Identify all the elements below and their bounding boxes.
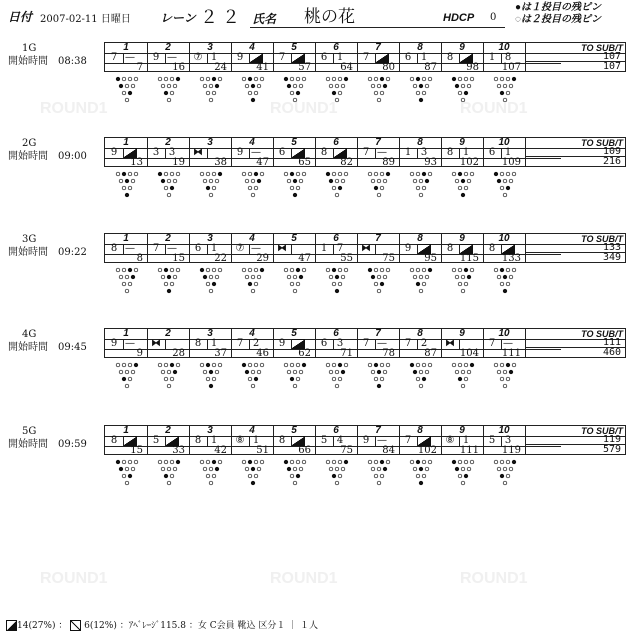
roll-divider <box>207 244 208 254</box>
cumulative-score: 47 <box>298 253 311 264</box>
roll-value: 5 <box>152 435 160 446</box>
strike-icon <box>6 620 17 631</box>
cumulative-score: 115 <box>459 253 479 264</box>
roll-value: 1 <box>336 52 344 63</box>
roll-value: 2 <box>420 338 428 349</box>
frame-number: 2 <box>165 425 171 436</box>
frame-number: 6 <box>333 328 339 339</box>
score-table <box>104 42 626 72</box>
roll-divider <box>165 436 166 446</box>
cumulative-score: 9 <box>136 348 143 359</box>
frame-number: 6 <box>333 42 339 53</box>
roll-divider <box>249 436 250 446</box>
watermark-3: ROUND1 <box>460 100 528 117</box>
cumulative-score: 107 <box>501 62 521 73</box>
game-label <box>8 137 87 163</box>
roll-value: — <box>167 52 177 63</box>
roll-divider <box>375 53 376 63</box>
roll-value: 9 <box>152 52 160 63</box>
roll-value: 8 <box>278 435 286 446</box>
roll-value: 8 <box>446 52 454 63</box>
roll-value: 7 <box>488 338 496 349</box>
footer: 14(27%) ： 6(12%) ：ｱﾍﾞﾚｰｼﾞ115.8 ：女 C会員 靴込 区分１ ｜ １人 <box>6 618 318 631</box>
cumulative-score: 19 <box>172 157 185 168</box>
game-number: 1G <box>22 43 37 54</box>
frame-number: 10 <box>498 425 510 436</box>
roll-value: 8 <box>446 243 454 254</box>
lane-label: レーン <box>160 11 196 25</box>
cumulative-score: 82 <box>340 157 353 168</box>
roll-divider <box>123 244 124 254</box>
cumulative-score: 24 <box>214 62 227 73</box>
frame-divider <box>525 329 526 357</box>
frame-number: 8 <box>417 425 423 436</box>
roll-value: 2 <box>252 338 260 349</box>
frame-number: 9 <box>459 233 465 244</box>
cumulative-score: 33 <box>172 445 185 456</box>
roll-value: 1 <box>210 52 218 63</box>
cumulative-score: 75 <box>340 445 353 456</box>
cumulative-score: 7 <box>136 62 143 73</box>
strike-mark-icon: ⧓ <box>151 338 161 349</box>
pin-diagrams <box>112 362 632 404</box>
cumulative-score: 133 <box>501 253 521 264</box>
roll-divider <box>291 339 292 349</box>
roll-value: 1 <box>504 147 512 158</box>
roll-value: 9 <box>404 243 412 254</box>
roll-divider <box>333 53 334 63</box>
frame-number: 4 <box>249 328 255 339</box>
start-time: 開始時間 09:45 <box>8 342 87 353</box>
roll-divider <box>417 244 418 254</box>
frame-number: 10 <box>498 328 510 339</box>
roll-divider <box>207 148 208 158</box>
roll-value: 9 <box>236 147 244 158</box>
cumulative-score: 102 <box>459 157 479 168</box>
cumulative-score: 66 <box>298 445 311 456</box>
game-number: 3G <box>22 234 37 245</box>
roll-value: — <box>251 243 261 254</box>
roll-value: 4 <box>336 435 344 446</box>
roll-value: 9 <box>110 338 118 349</box>
hdcp-label: HDCP <box>443 12 475 24</box>
strike-mark-icon: ⧓ <box>361 243 371 254</box>
game-label <box>8 233 87 259</box>
game-number: 5G <box>22 426 37 437</box>
score-table <box>104 328 626 358</box>
frame-number: 5 <box>291 328 297 339</box>
roll-divider <box>249 53 250 63</box>
frame-number: 3 <box>207 233 213 244</box>
roll-value: 6 <box>488 147 496 158</box>
roll-value: 1 <box>252 435 260 446</box>
roll-divider <box>417 339 418 349</box>
frame-number: 10 <box>498 137 510 148</box>
cumulative-score: 95 <box>424 253 437 264</box>
roll-value: 6 <box>278 147 286 158</box>
frame-number: 9 <box>459 328 465 339</box>
frame-divider <box>525 234 526 262</box>
roll-value: 1 <box>462 147 470 158</box>
start-time: 開始時間 09:22 <box>8 247 87 258</box>
roll-value: 7 <box>404 435 412 446</box>
roll-value: 1 <box>210 243 218 254</box>
cumulative-score: 38 <box>214 157 227 168</box>
running-total: 107 <box>602 61 621 72</box>
pin-diagrams <box>112 459 632 501</box>
game-subtotal: 119 <box>602 434 621 445</box>
frame-number: 2 <box>165 137 171 148</box>
frame-number: 1 <box>123 328 129 339</box>
watermark-4: ROUND1 <box>40 570 108 587</box>
start-time: 開始時間 09:00 <box>8 151 87 162</box>
roll-divider <box>165 148 166 158</box>
cumulative-score: 111 <box>459 445 479 456</box>
frame-number: 9 <box>459 137 465 148</box>
score-table <box>104 233 626 263</box>
roll-value: 9 <box>362 435 370 446</box>
roll-value: 6 <box>320 338 328 349</box>
strike-mark-icon: ⧓ <box>445 338 455 349</box>
cumulative-score: 89 <box>382 157 395 168</box>
roll-value: — <box>251 147 261 158</box>
cumulative-score: 109 <box>501 157 521 168</box>
running-total: 460 <box>602 347 621 358</box>
roll-value: 3 <box>168 147 176 158</box>
roll-divider <box>333 244 334 254</box>
total-header: TO SUB/T <box>581 329 623 339</box>
game-subtotal: 111 <box>602 337 621 348</box>
game-number: 2G <box>22 138 37 149</box>
frame-number: 7 <box>375 425 381 436</box>
frame-number: 9 <box>459 42 465 53</box>
roll-value: — <box>167 243 177 254</box>
strike-mark-icon: ⧓ <box>193 147 203 158</box>
roll-divider <box>165 244 166 254</box>
frame-number: 7 <box>375 42 381 53</box>
frame-number: 1 <box>123 42 129 53</box>
frame-number: 2 <box>165 328 171 339</box>
roll-value: 3 <box>504 435 512 446</box>
roll-divider <box>123 53 124 63</box>
cumulative-score: 8 <box>136 253 143 264</box>
frame-number: 7 <box>375 137 381 148</box>
roll-value: 9 <box>278 338 286 349</box>
cumulative-score: 46 <box>256 348 269 359</box>
cumulative-score: 16 <box>172 62 185 73</box>
game-subtotal: 109 <box>602 146 621 157</box>
cumulative-score: 80 <box>382 62 395 73</box>
roll-value: 1 <box>488 52 496 63</box>
roll-value: 8 <box>446 147 454 158</box>
hdcp-value: 0 <box>490 12 497 23</box>
roll-divider <box>165 53 166 63</box>
roll-value: 8 <box>488 243 496 254</box>
cumulative-score: 22 <box>214 253 227 264</box>
cumulative-score: 13 <box>130 157 143 168</box>
total-header: TO SUB/T <box>581 138 623 148</box>
frame-number: 1 <box>123 425 129 436</box>
date-value: 2007-02-11 日曜日 <box>40 14 131 25</box>
roll-divider <box>207 339 208 349</box>
frame-divider <box>525 43 526 71</box>
roll-value: — <box>503 338 513 349</box>
frame-number: 7 <box>375 233 381 244</box>
legend <box>515 2 601 26</box>
strike-mark-icon: ⧓ <box>277 243 287 254</box>
watermark-2: ROUND1 <box>270 100 338 117</box>
roll-value: 1 <box>420 52 428 63</box>
frame-number: 10 <box>498 42 510 53</box>
roll-divider <box>291 436 292 446</box>
roll-value: 1 <box>210 435 218 446</box>
score-table <box>104 425 626 455</box>
frame-number: 8 <box>417 233 423 244</box>
frame-number: 2 <box>165 233 171 244</box>
cumulative-score: 119 <box>501 445 521 456</box>
roll-divider <box>123 148 124 158</box>
cumulative-score: 104 <box>459 348 479 359</box>
legend-first-text: は１投目の残ピン <box>521 2 602 13</box>
spare-count: 6(12%) <box>84 621 117 631</box>
total-header: TO SUB/T <box>581 43 623 53</box>
cumulative-score: 87 <box>424 348 437 359</box>
frame-number: 4 <box>249 425 255 436</box>
cumulative-score: 93 <box>424 157 437 168</box>
cumulative-score: 84 <box>382 445 395 456</box>
roll-divider <box>333 436 334 446</box>
frame-number: 5 <box>291 137 297 148</box>
roll-divider <box>291 244 292 254</box>
frame-number: 1 <box>123 137 129 148</box>
frame-number: 6 <box>333 233 339 244</box>
roll-value: 8 <box>194 435 202 446</box>
total-header: TO SUB/T <box>581 234 623 244</box>
frame-number: 7 <box>375 328 381 339</box>
roll-divider <box>123 339 124 349</box>
cumulative-score: 98 <box>466 62 479 73</box>
roll-value: 8 <box>194 338 202 349</box>
frame-number: 2 <box>165 42 171 53</box>
running-total: 349 <box>602 252 621 263</box>
roll-value: ⑧ <box>235 435 245 446</box>
game-number: 4G <box>22 329 37 340</box>
roll-value: — <box>377 338 387 349</box>
frame-number: 3 <box>207 137 213 148</box>
name-label: 氏名 <box>252 12 277 26</box>
cumulative-score: 29 <box>256 253 269 264</box>
roll-value: 7 <box>336 243 344 254</box>
score-table <box>104 137 626 167</box>
header-underline <box>250 27 505 28</box>
roll-divider <box>333 148 334 158</box>
frame-divider <box>525 426 526 454</box>
roll-divider <box>249 339 250 349</box>
pin-diagrams <box>112 267 632 309</box>
roll-divider <box>417 53 418 63</box>
cumulative-score: 57 <box>298 62 311 73</box>
cumulative-score: 28 <box>172 348 185 359</box>
roll-divider <box>375 148 376 158</box>
frame-number: 8 <box>417 328 423 339</box>
legend-pin-first-icon: ● <box>515 2 522 13</box>
running-total: 216 <box>602 156 621 167</box>
roll-value: 9 <box>110 147 118 158</box>
frame-number: 4 <box>249 233 255 244</box>
start-time: 開始時間 08:38 <box>8 56 87 67</box>
frame-number: 4 <box>249 137 255 148</box>
game-label <box>8 328 87 354</box>
pin-diagrams <box>112 171 632 213</box>
legend-pin-second-icon: ◌ <box>515 14 521 25</box>
cumulative-score: 47 <box>256 157 269 168</box>
date-label: 日付 <box>8 10 33 24</box>
cumulative-score: 42 <box>214 445 227 456</box>
roll-value: 1 <box>320 243 328 254</box>
roll-divider <box>207 436 208 446</box>
roll-divider <box>249 244 250 254</box>
game-subtotal: 107 <box>602 51 621 62</box>
roll-value: 3 <box>336 338 344 349</box>
lane-number: ２２ <box>200 7 244 28</box>
watermark-6: ROUND1 <box>460 570 528 587</box>
frame-number: 4 <box>249 42 255 53</box>
frame-number: 10 <box>498 233 510 244</box>
roll-divider <box>375 339 376 349</box>
cumulative-score: 75 <box>382 253 395 264</box>
roll-divider <box>375 244 376 254</box>
total-header: TO SUB/T <box>581 426 623 436</box>
legend-second-text: は２投目の残ピン <box>520 14 601 25</box>
cumulative-score: 102 <box>417 445 437 456</box>
roll-value: 6 <box>404 52 412 63</box>
game-label <box>8 425 87 451</box>
watermark-5: ROUND1 <box>270 570 338 587</box>
spare-icon <box>70 620 81 631</box>
roll-divider <box>291 53 292 63</box>
roll-value: ⑦ <box>193 52 203 63</box>
cumulative-score: 55 <box>340 253 353 264</box>
frame-divider <box>525 138 526 166</box>
roll-value: 7 <box>152 243 160 254</box>
roll-value: — <box>125 52 135 63</box>
cumulative-score: 15 <box>172 253 185 264</box>
cumulative-score: 71 <box>340 348 353 359</box>
frame-number: 5 <box>291 233 297 244</box>
frame-number: 3 <box>207 42 213 53</box>
game-subtotal: 133 <box>602 242 621 253</box>
cumulative-score: 64 <box>340 62 353 73</box>
roll-value: 7 <box>362 147 370 158</box>
roll-value: 7 <box>362 338 370 349</box>
watermark-1: ROUND1 <box>40 100 108 117</box>
roll-divider <box>375 436 376 446</box>
roll-value: 6 <box>320 52 328 63</box>
roll-divider <box>333 339 334 349</box>
roll-value: 1 <box>462 435 470 446</box>
running-total: 579 <box>602 444 621 455</box>
footer-summary: ｱﾍﾞﾚｰｼﾞ115.8 ：女 C会員 靴込 区分１ ｜ １人 <box>128 621 319 631</box>
roll-value: 8 <box>110 243 118 254</box>
roll-value: 9 <box>236 52 244 63</box>
roll-value: 8 <box>110 435 118 446</box>
roll-value: — <box>125 338 135 349</box>
start-time: 開始時間 09:59 <box>8 439 87 450</box>
game-label <box>8 42 87 68</box>
cumulative-score: 87 <box>424 62 437 73</box>
cumulative-score: 65 <box>298 157 311 168</box>
frame-number: 6 <box>333 137 339 148</box>
roll-value: ⑦ <box>235 243 245 254</box>
roll-value: 7 <box>404 338 412 349</box>
roll-value: — <box>125 243 135 254</box>
frame-number: 1 <box>123 233 129 244</box>
cumulative-score: 37 <box>214 348 227 359</box>
roll-value: 8 <box>504 52 512 63</box>
roll-value: 3 <box>420 147 428 158</box>
roll-divider <box>417 148 418 158</box>
frame-number: 3 <box>207 425 213 436</box>
cumulative-score: 78 <box>382 348 395 359</box>
frame-number: 3 <box>207 328 213 339</box>
roll-value: 7 <box>236 338 244 349</box>
cumulative-score: 111 <box>501 348 521 359</box>
strike-count: 14(27%) <box>17 621 56 631</box>
frame-number: 5 <box>291 425 297 436</box>
roll-divider <box>123 436 124 446</box>
cumulative-score: 41 <box>256 62 269 73</box>
roll-value: 5 <box>488 435 496 446</box>
roll-value: 1 <box>404 147 412 158</box>
roll-divider <box>207 53 208 63</box>
cumulative-score: 15 <box>130 445 143 456</box>
frame-number: 5 <box>291 42 297 53</box>
roll-value: 7 <box>110 52 118 63</box>
roll-value: 8 <box>320 147 328 158</box>
frame-number: 9 <box>459 425 465 436</box>
roll-value: 6 <box>194 243 202 254</box>
roll-value: 3 <box>152 147 160 158</box>
player-name: 桃の花 <box>304 7 355 27</box>
frame-number: 8 <box>417 42 423 53</box>
roll-divider <box>165 339 166 349</box>
roll-divider <box>459 53 460 63</box>
roll-value: 7 <box>362 52 370 63</box>
roll-value: — <box>377 147 387 158</box>
roll-value: 5 <box>320 435 328 446</box>
cumulative-score: 62 <box>298 348 311 359</box>
roll-divider <box>249 148 250 158</box>
roll-value: ⑧ <box>445 435 455 446</box>
roll-value: 7 <box>278 52 286 63</box>
frame-number: 6 <box>333 425 339 436</box>
pin-diagrams <box>112 76 632 118</box>
roll-value: — <box>377 435 387 446</box>
roll-divider <box>291 148 292 158</box>
frame-number: 8 <box>417 137 423 148</box>
roll-value: 1 <box>210 338 218 349</box>
cumulative-score: 51 <box>256 445 269 456</box>
